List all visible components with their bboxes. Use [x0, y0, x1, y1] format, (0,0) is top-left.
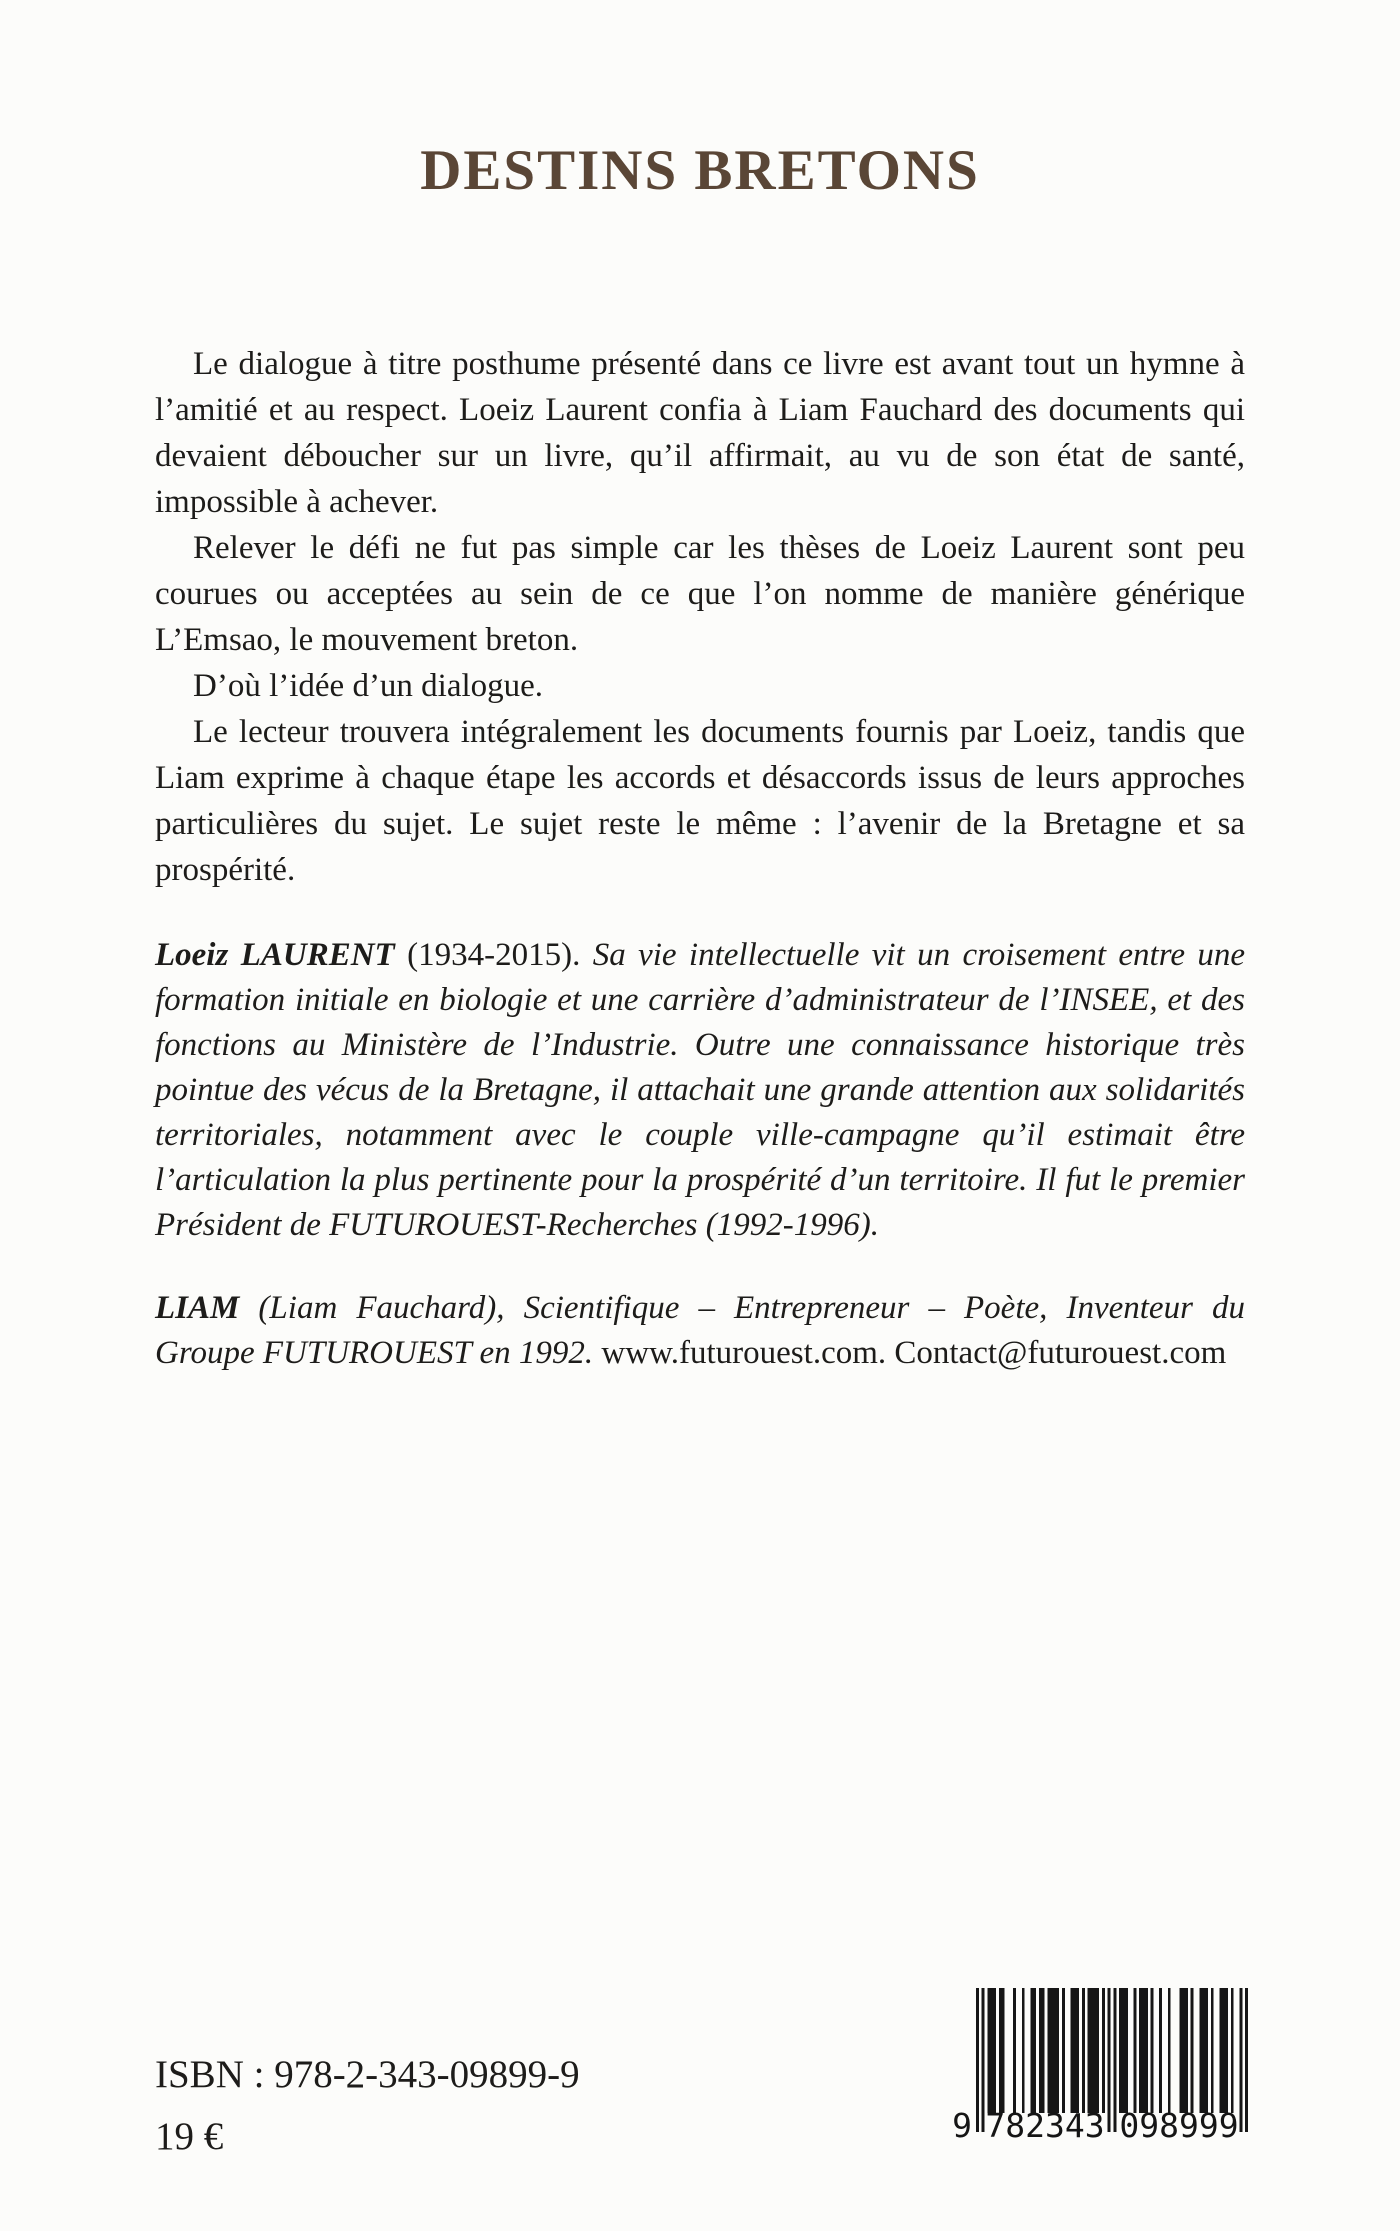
- author-bio-liam: [155, 1286, 1245, 1376]
- author-bio-loeiz-paragraph: [155, 933, 1245, 1248]
- author-contacts-liam: www.futurouest.com. Contact@futurouest.com: [601, 1335, 1227, 1371]
- author-bio-text-liam: (Liam Fauchard), Scientifique – Entrepreneur – Poète, Inventeur du Groupe FUTUROUEST en 1992.: [155, 1290, 1245, 1371]
- synopsis-paragraph-1: Le dialogue à titre posthume présenté dans ce livre est avant tout un hymne à l’amitié et au respect. Loeiz Laurent confia à Liam Fauchard des documents qui devaient déboucher sur un livre, qu’il affirmait, au vu de son état de santé, impossible à achever.: [155, 346, 1245, 520]
- barcode-digit-left: 9: [952, 2106, 972, 2145]
- author-bio-loeiz: [155, 933, 1245, 1248]
- synopsis-paragraph-4: Le lecteur trouvera intégralement les documents fournis par Loeiz, tandis que Liam exprime à chaque étape les accords et désaccords issus de leurs approches particulières du sujet. Le sujet reste le même : l’avenir de la Bretagne et sa prospérité.: [155, 714, 1245, 888]
- barcode-digit-group2: 098999: [1119, 2106, 1239, 2145]
- author-name-liam: LIAM: [155, 1290, 240, 1326]
- author-bio-liam-paragraph: [155, 1286, 1245, 1376]
- synopsis-paragraph-3: D’où l’idée d’un dialogue.: [193, 668, 544, 704]
- book-title: DESTINS BRETONS: [420, 139, 980, 202]
- barcode-digit-group1: 782343: [985, 2106, 1105, 2145]
- synopsis: [155, 341, 1245, 893]
- price-text: 19 €: [155, 2115, 224, 2158]
- author-dates-loeiz: (1934-2015).: [394, 937, 593, 973]
- synopsis-paragraph-2: Relever le défi ne fut pas simple car les thèses de Loeiz Laurent sont peu courues ou acceptées au sein de ce que l’on nomme de manière générique L’Emsao, le mouvement breton.: [155, 530, 1245, 658]
- author-bio-text-loeiz: Sa vie intellectuelle vit un croisement entre une formation initiale en biologie et une carrière d’administrateur de l’INSEE, et des fonctions au Ministère de l’Industrie. Outre une connaissance historique très pointue des vécus de la Bretagne, il attachait une grande attention aux solidarités territoriales, notamment avec le couple ville-campagne qu’il estimait être l’articulation la plus pertinente pour la prospérité d’un territoire. Il fut le premier Président de FUTUROUEST-Recherches (1992-1996).: [155, 937, 1246, 1243]
- barcode: [946, 1988, 1256, 2148]
- isbn-text: ISBN : 978-2-343-09899-9: [155, 2053, 580, 2096]
- author-name-loeiz: Loeiz LAURENT: [155, 937, 395, 973]
